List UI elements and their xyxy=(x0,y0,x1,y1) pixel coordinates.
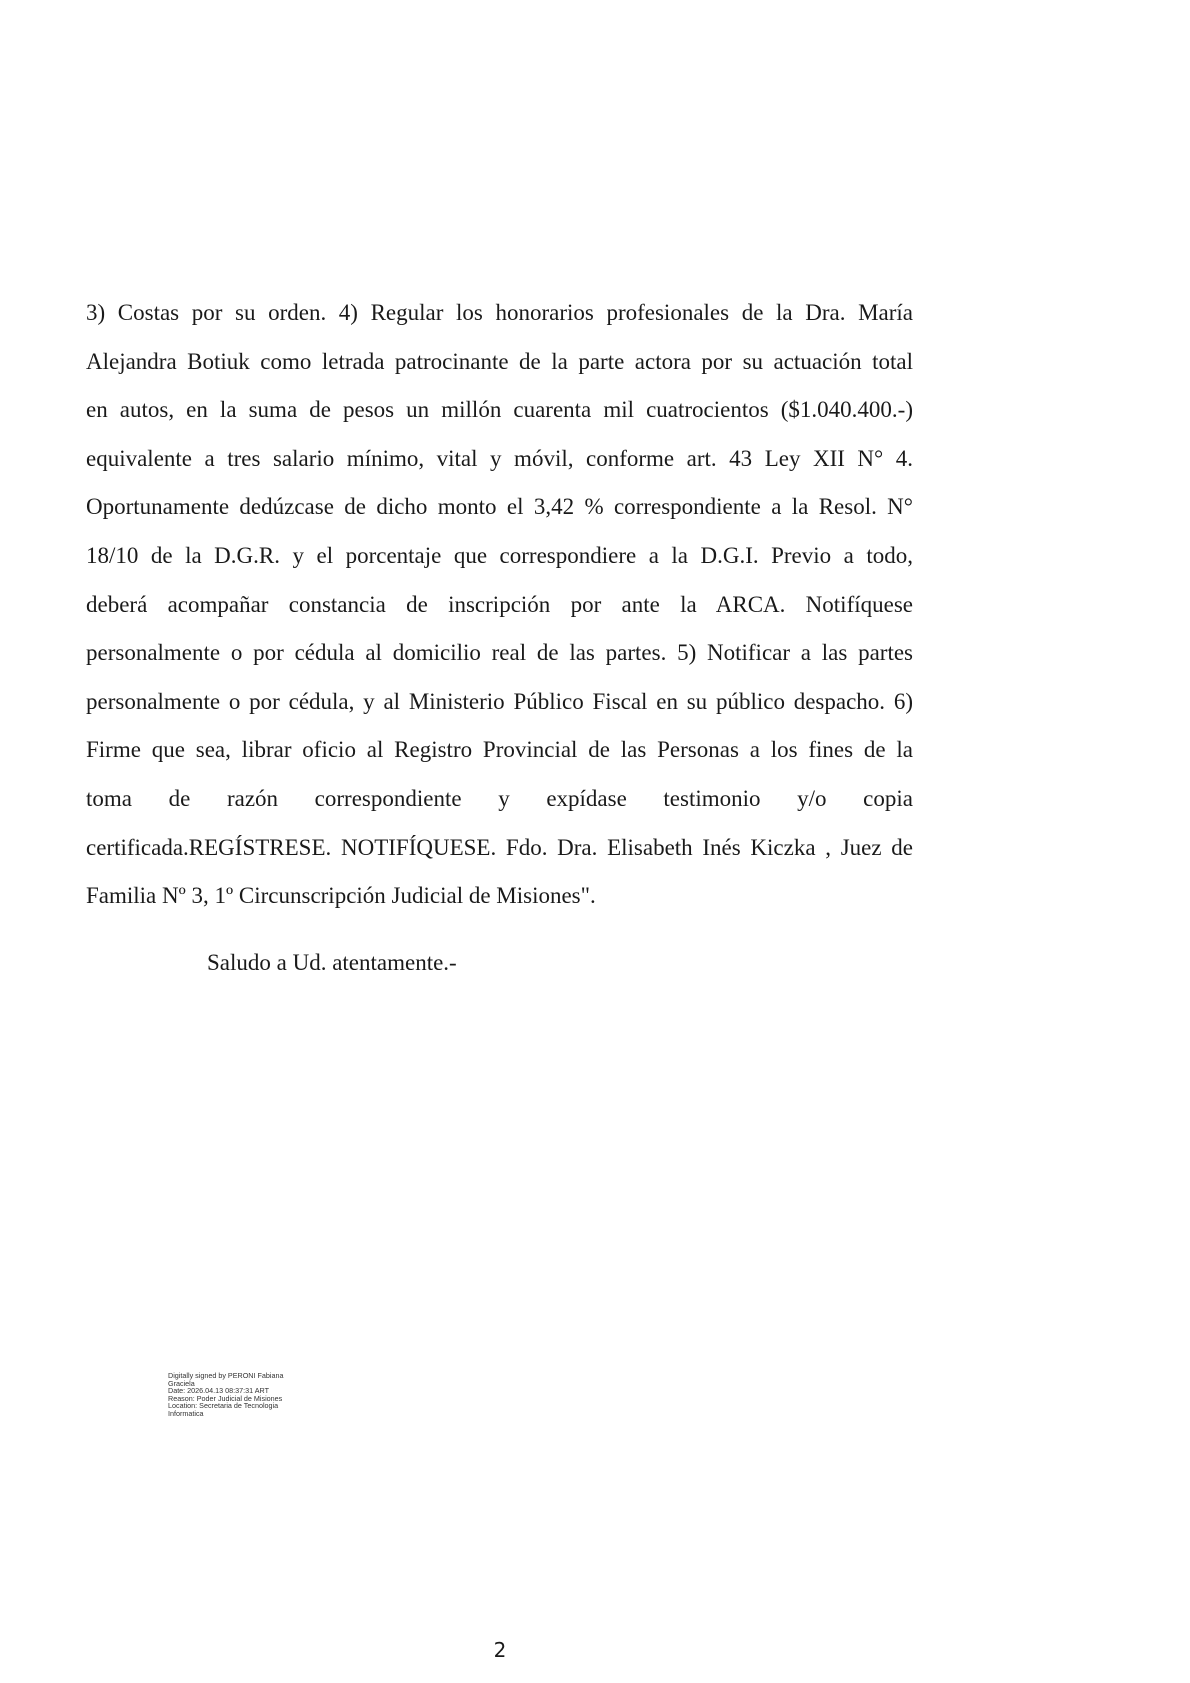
text-line: Firme que sea, librar oficio al Registro Provincial de las Personas a los fines de la xyxy=(86,737,913,763)
page-number: 2 xyxy=(493,1638,507,1662)
text-line: 3) Costas por su orden. 4) Regular los honorarios profesionales de la Dra. María xyxy=(86,300,913,325)
text-line: 18/10 de la D.G.R. y el porcentaje que correspondiere a la D.G.I. Previo a todo, xyxy=(86,542,913,568)
signature-line: Graciela xyxy=(168,1378,195,1388)
resolution-text xyxy=(86,289,913,921)
closing-salutation: Saludo a Ud. atentamente.- xyxy=(207,950,457,975)
text-line: en autos, en la suma de pesos un millón cuarenta mil cuatrocientos ($1.040.400.-) xyxy=(86,397,913,423)
signature-line: Date: 2026.04.13 08:37:31 ART xyxy=(168,1386,269,1396)
text-line: personalmente o por cédula al domicilio real de las partes. 5) Notificar a las partes xyxy=(86,640,913,666)
signature-line: Informatica xyxy=(168,1408,204,1418)
text-line: Familia Nº 3, 1º Circunscripción Judicial de Misiones". xyxy=(86,883,596,909)
text-line: Oportunamente dedúzcase de dicho monto el 3,42 % correspondiente a la Resol. N° xyxy=(86,494,913,520)
text-line: Alejandra Botiuk como letrada patrocinante de la parte actora por su actuación total xyxy=(86,348,913,374)
text-line: equivalente a tres salario mínimo, vital y móvil, conforme art. 43 Ley XII N° 4. xyxy=(86,445,913,471)
text-line: toma de razón correspondiente y expídase testimonio y/o copia xyxy=(86,785,913,811)
signature-line: Reason: Poder Judicial de Misiones xyxy=(168,1393,283,1403)
digital-signature-block xyxy=(168,1372,318,1418)
text-line: deberá acompañar constancia de inscripción por ante la ARCA. Notifíquese xyxy=(86,591,913,617)
signature-line: Digitally signed by PERONI Fabiana xyxy=(168,1371,284,1380)
signature-line: Location: Secretaria de Tecnologia xyxy=(168,1401,279,1411)
text-line: personalmente o por cédula, y al Ministerio Público Fiscal en su público despacho. 6) xyxy=(86,688,913,714)
text-line: certificada.REGÍSTRESE. NOTIFÍQUESE. Fdo. Dra. Elisabeth Inés Kiczka , Juez de xyxy=(86,834,913,860)
